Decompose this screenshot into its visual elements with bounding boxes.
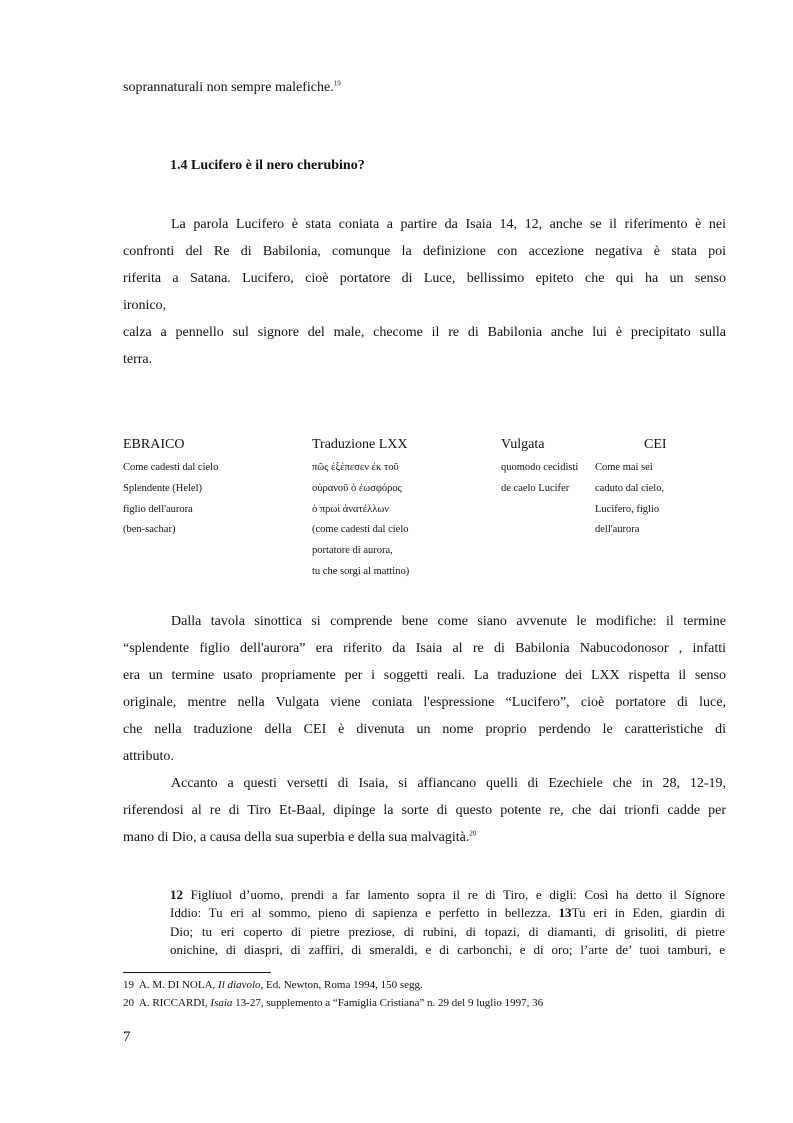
paragraph-ezechiele xyxy=(123,770,726,851)
column-line: portatore di aurora, xyxy=(312,545,393,557)
footnote-separator xyxy=(123,972,271,973)
verse-number: 13 xyxy=(558,905,572,921)
paragraph-line: riferendosi al re di Tiro Et-Baal, dipinge la sorte di questo potente re, che dai trionfi cadde per xyxy=(123,803,726,818)
footnote-number: 20 xyxy=(123,997,134,1009)
footnote-number: 19 xyxy=(123,979,134,991)
paragraph-line: che nella traduzione della CEI è divenuta un nome proprio perdendo le caratteristiche di xyxy=(123,722,726,737)
paragraph-line: La parola Lucifero è stata coniata a partire da Isaia 14, 12, anche se il riferimento è nei xyxy=(171,217,726,232)
paragraph-lucifero xyxy=(123,211,726,373)
column-lxx xyxy=(312,437,409,583)
section-heading: 1.4 Lucifero è il nero cherubino? xyxy=(170,158,365,173)
column-line: Lucifero, figlio xyxy=(595,503,660,515)
column-vulgata xyxy=(501,437,578,500)
intro-text: soprannaturali non sempre malefiche. xyxy=(123,80,334,95)
paragraph-line: terra. xyxy=(123,352,153,367)
footnote-title: Isaia xyxy=(210,997,233,1009)
paragraph-line xyxy=(123,824,726,851)
paragraph-line: era un termine usato propriamente per i soggetti reali. La traduzione dei LXX rispetta il senso xyxy=(123,668,726,683)
paragraph-line: Accanto a questi versetti di Isaia, si affiancano quelli di Ezechiele che in 28, 12-19, xyxy=(171,776,726,791)
footnote-text: A. RICCARDI, xyxy=(138,997,211,1009)
paragraph-line: riferita a Satana. Lucifero, cioè portatore di Luce, bellissimo epiteto che qui ha un senso xyxy=(123,271,726,286)
column-header: CEI xyxy=(644,437,667,452)
column-line: Come mai sei xyxy=(595,462,653,473)
quote-line: onichine, di diaspri, di zaffiri, di smeraldi, e di carbonchi, e di oro; l’arte de’ tuoi tamburi, e xyxy=(170,942,725,958)
column-line: dell'aurora xyxy=(595,524,640,536)
column-ebraico xyxy=(123,437,218,541)
column-header: EBRAICO xyxy=(123,437,185,452)
column-line: quomodo cecidisti xyxy=(501,462,579,473)
column-line: de caelo Lucifer xyxy=(501,482,570,494)
column-cei xyxy=(595,437,685,541)
footnote-ref-20[interactable]: 20 xyxy=(469,829,477,838)
column-line: πῶς ἐξέπεσεν ἐκ τοῦ xyxy=(312,462,399,473)
footnote-text: A. M. DI NOLA, xyxy=(138,979,219,991)
footnote-title: Il diavolo xyxy=(218,979,261,991)
footnote-19 xyxy=(123,977,423,994)
paragraph-line: attributo. xyxy=(123,749,174,764)
quote-text: Iddio: Tu eri al sommo, pieno di sapienza e perfetto in bellezza. xyxy=(170,905,559,921)
footnote-ref-19[interactable]: 19 xyxy=(333,79,341,88)
column-line: tu che sorgi al mattino) xyxy=(312,565,410,577)
column-line: Splendente (Helel) xyxy=(123,482,203,494)
column-line: Come cadesti dal cielo xyxy=(123,462,219,473)
paragraph-line: confronti del Re di Babilonia, comunque la definizione con accezione negativa è stata poi xyxy=(123,244,726,259)
ezekiel-quote xyxy=(170,886,725,960)
quote-text: Tu eri in Eden, giardin di xyxy=(571,905,725,921)
quote-text: Figliuol d’uomo, prendi a far lamento sopra il re di Tiro, e digli: Così ha detto il Signore xyxy=(183,887,725,902)
column-line: (come cadesti dal cielo xyxy=(312,524,409,536)
paragraph-tavola-sinottica xyxy=(123,608,726,770)
footnote-text: , Ed. Newton, Roma 1994, 150 segg. xyxy=(260,979,423,991)
column-header: Traduzione LXX xyxy=(312,437,408,452)
verse-number: 12 xyxy=(170,887,183,902)
quote-line: Dio; tu eri coperto di pietre preziose, di rubini, di topazi, di diamanti, di grisoliti, di pietre xyxy=(170,923,725,939)
column-line: ὁ πρωὶ ἀνατέλλων xyxy=(312,503,389,515)
column-line: caduto dal cielo, xyxy=(595,482,665,494)
paragraph-line: Dalla tavola sinottica si comprende bene come siano avvenute le modifiche: il termine xyxy=(171,614,726,629)
paragraph-line: “splendente figlio dell'aurora” era riferito da Isaia al re di Babilonia Nabucodonosor , infatti xyxy=(123,641,726,656)
paragraph-line: originale, mentre nella Vulgata viene coniata l'espressione “Lucifero”, cioè portatore di luce, xyxy=(123,695,726,710)
paragraph-line-text: mano di Dio, a causa della sua superbia e della sua malvagità. xyxy=(123,830,470,845)
footnote-20 xyxy=(123,995,543,1012)
column-line: (ben-sachar) xyxy=(123,524,176,536)
footnote-text: 13-27, supplemento a “Famiglia Cristiana” n. 29 del 9 luglio 1997, 36 xyxy=(232,997,544,1009)
column-line: οὐρανοῦ ὁ ἑωσφόρος xyxy=(312,482,402,494)
paragraph-line: calza a pennello sul signore del male, checome il re di Babilonia anche lui è precipitato sulla xyxy=(123,325,726,340)
column-header: Vulgata xyxy=(501,437,545,452)
intro-line xyxy=(123,74,726,101)
page-number: 7 xyxy=(123,1029,131,1045)
paragraph-line: ironico, xyxy=(123,298,167,313)
quote-line xyxy=(170,904,725,922)
column-line: figlio dell'aurora xyxy=(123,503,193,515)
quote-line xyxy=(170,886,725,904)
